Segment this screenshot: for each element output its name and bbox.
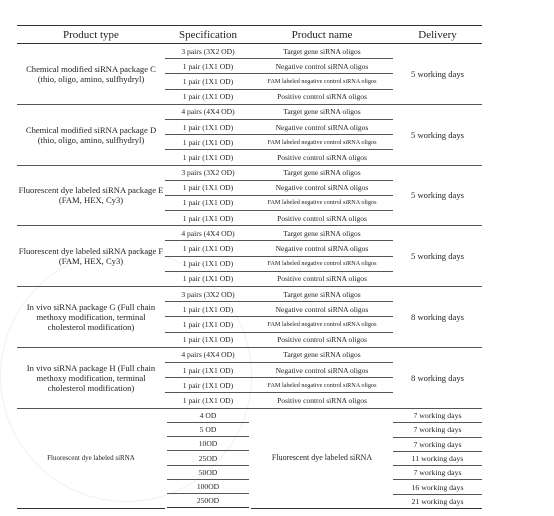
product-name-cell: FAM labeled negative control siRNA oligos bbox=[251, 378, 393, 393]
specification-cell: 1 pair (1X1 OD) bbox=[165, 271, 251, 286]
table-row bbox=[17, 165, 482, 180]
product-type-cell: Fluorescent dye labeled siRNA package F (FAM, HEX, Cy3) bbox=[17, 226, 165, 287]
specification-cell: 1 pair (1X1 OD) bbox=[165, 150, 251, 165]
delivery-cell: 21 working days bbox=[393, 494, 482, 508]
delivery-cell: 7 working days bbox=[393, 423, 482, 437]
product-name-cell: Negative control siRNA oligos bbox=[251, 59, 393, 74]
specification-cell: 4 pairs (4X4 OD) bbox=[165, 347, 251, 362]
specification-cell: 1 pair (1X1 OD) bbox=[165, 302, 251, 317]
product-type-cell: Fluorescent dye labeled siRNA bbox=[17, 408, 165, 509]
specification-cell: 1 pair (1X1 OD) bbox=[165, 211, 251, 226]
product-name-cell: Negative control siRNA oligos bbox=[251, 362, 393, 377]
specification-cell bbox=[165, 494, 251, 508]
delivery-cell: 16 working days bbox=[393, 480, 482, 494]
header-product-type: Product type bbox=[17, 26, 165, 44]
product-name-cell: FAM labeled negative control siRNA oligos bbox=[251, 317, 393, 332]
specification-cell: 1 pair (1X1 OD) bbox=[165, 393, 251, 408]
product-name-cell: FAM labeled negative control siRNA oligos bbox=[251, 74, 393, 89]
product-name-cell: FAM labeled negative control siRNA oligos bbox=[251, 256, 393, 271]
specification-value: 4 OD bbox=[167, 409, 249, 423]
product-name-cell: Negative control siRNA oligos bbox=[251, 119, 393, 134]
specification-cell: 4 pairs (4X4 OD) bbox=[165, 104, 251, 119]
product-name-cell: Target gene siRNA oligos bbox=[251, 347, 393, 362]
product-name-cell: Positive control siRNA oligos bbox=[251, 211, 393, 226]
product-type-cell: Fluorescent dye labeled siRNA package E (FAM, HEX, Cy3) bbox=[17, 165, 165, 226]
product-table-container bbox=[17, 25, 482, 509]
product-type-cell: In vivo siRNA package H (Full chain methoxy modification, terminal cholesterol modification) bbox=[17, 347, 165, 408]
product-name-cell: Positive control siRNA oligos bbox=[251, 271, 393, 286]
specification-value: 100OD bbox=[167, 480, 249, 494]
product-name-cell: Positive control siRNA oligos bbox=[251, 393, 393, 408]
specification-value: 50OD bbox=[167, 466, 249, 480]
specification-cell: 1 pair (1X1 OD) bbox=[165, 59, 251, 74]
specification-cell: 1 pair (1X1 OD) bbox=[165, 317, 251, 332]
specification-cell: 1 pair (1X1 OD) bbox=[165, 119, 251, 134]
specification-cell bbox=[165, 451, 251, 465]
specification-value: 250OD bbox=[167, 494, 249, 508]
product-name-cell: Positive control siRNA oligos bbox=[251, 150, 393, 165]
table-row bbox=[17, 347, 482, 362]
specification-cell: 1 pair (1X1 OD) bbox=[165, 195, 251, 210]
specification-cell: 1 pair (1X1 OD) bbox=[165, 362, 251, 377]
table-row bbox=[17, 408, 482, 423]
table-row bbox=[17, 226, 482, 241]
table-body bbox=[17, 44, 482, 509]
product-name-cell: Fluorescent dye labeled siRNA bbox=[251, 408, 393, 509]
product-type-cell: Chemical modified siRNA package C (thio, oligo, amino, sulfhydryl) bbox=[17, 44, 165, 105]
header-specification: Specification bbox=[165, 26, 251, 44]
specification-cell: 1 pair (1X1 OD) bbox=[165, 74, 251, 89]
specification-cell: 1 pair (1X1 OD) bbox=[165, 241, 251, 256]
product-name-cell: Positive control siRNA oligos bbox=[251, 89, 393, 104]
product-type-cell: In vivo siRNA package G (Full chain methoxy modification, terminal cholesterol modification) bbox=[17, 287, 165, 348]
product-name-cell: Negative control siRNA oligos bbox=[251, 180, 393, 195]
table-row bbox=[17, 44, 482, 59]
delivery-cell: 7 working days bbox=[393, 466, 482, 480]
table-header-row bbox=[17, 26, 482, 44]
specification-cell: 1 pair (1X1 OD) bbox=[165, 89, 251, 104]
delivery-cell: 5 working days bbox=[393, 165, 482, 226]
delivery-cell: 5 working days bbox=[393, 226, 482, 287]
specification-cell bbox=[165, 466, 251, 480]
product-name-cell: Target gene siRNA oligos bbox=[251, 104, 393, 119]
specification-cell: 1 pair (1X1 OD) bbox=[165, 332, 251, 347]
delivery-cell: 8 working days bbox=[393, 347, 482, 408]
specification-cell: 1 pair (1X1 OD) bbox=[165, 256, 251, 271]
delivery-cell: 7 working days bbox=[393, 437, 482, 451]
table-row bbox=[17, 104, 482, 119]
specification-cell: 1 pair (1X1 OD) bbox=[165, 135, 251, 150]
specification-cell: 3 pairs (3X2 OD) bbox=[165, 165, 251, 180]
delivery-cell: 11 working days bbox=[393, 451, 482, 465]
delivery-cell: 5 working days bbox=[393, 104, 482, 165]
specification-cell: 3 pairs (3X2 OD) bbox=[165, 287, 251, 302]
specification-cell bbox=[165, 423, 251, 437]
product-table bbox=[17, 25, 482, 509]
product-name-cell: FAM labeled negative control siRNA oligos bbox=[251, 135, 393, 150]
specification-cell: 1 pair (1X1 OD) bbox=[165, 378, 251, 393]
specification-cell bbox=[165, 408, 251, 423]
product-name-cell: FAM labeled negative control siRNA oligos bbox=[251, 195, 393, 210]
specification-cell: 3 pairs (3X2 OD) bbox=[165, 44, 251, 59]
product-name-cell: Target gene siRNA oligos bbox=[251, 287, 393, 302]
product-name-cell: Target gene siRNA oligos bbox=[251, 165, 393, 180]
header-delivery: Delivery bbox=[393, 26, 482, 44]
product-name-cell: Target gene siRNA oligos bbox=[251, 44, 393, 59]
delivery-cell: 7 working days bbox=[393, 408, 482, 423]
specification-value: 10OD bbox=[167, 437, 249, 451]
product-type-cell: Chemical modified siRNA package D (thio, oligo, amino, sulfhydryl) bbox=[17, 104, 165, 165]
specification-cell bbox=[165, 437, 251, 451]
specification-cell bbox=[165, 480, 251, 494]
product-name-cell: Positive control siRNA oligos bbox=[251, 332, 393, 347]
specification-cell: 1 pair (1X1 OD) bbox=[165, 180, 251, 195]
header-product-name: Product name bbox=[251, 26, 393, 44]
product-name-cell: Negative control siRNA oligos bbox=[251, 241, 393, 256]
specification-value: 5 OD bbox=[167, 423, 249, 437]
table-row bbox=[17, 287, 482, 302]
delivery-cell: 5 working days bbox=[393, 44, 482, 105]
delivery-cell: 8 working days bbox=[393, 287, 482, 348]
product-name-cell: Negative control siRNA oligos bbox=[251, 302, 393, 317]
product-name-cell: Target gene siRNA oligos bbox=[251, 226, 393, 241]
specification-cell: 4 pairs (4X4 OD) bbox=[165, 226, 251, 241]
specification-value: 25OD bbox=[167, 452, 249, 466]
